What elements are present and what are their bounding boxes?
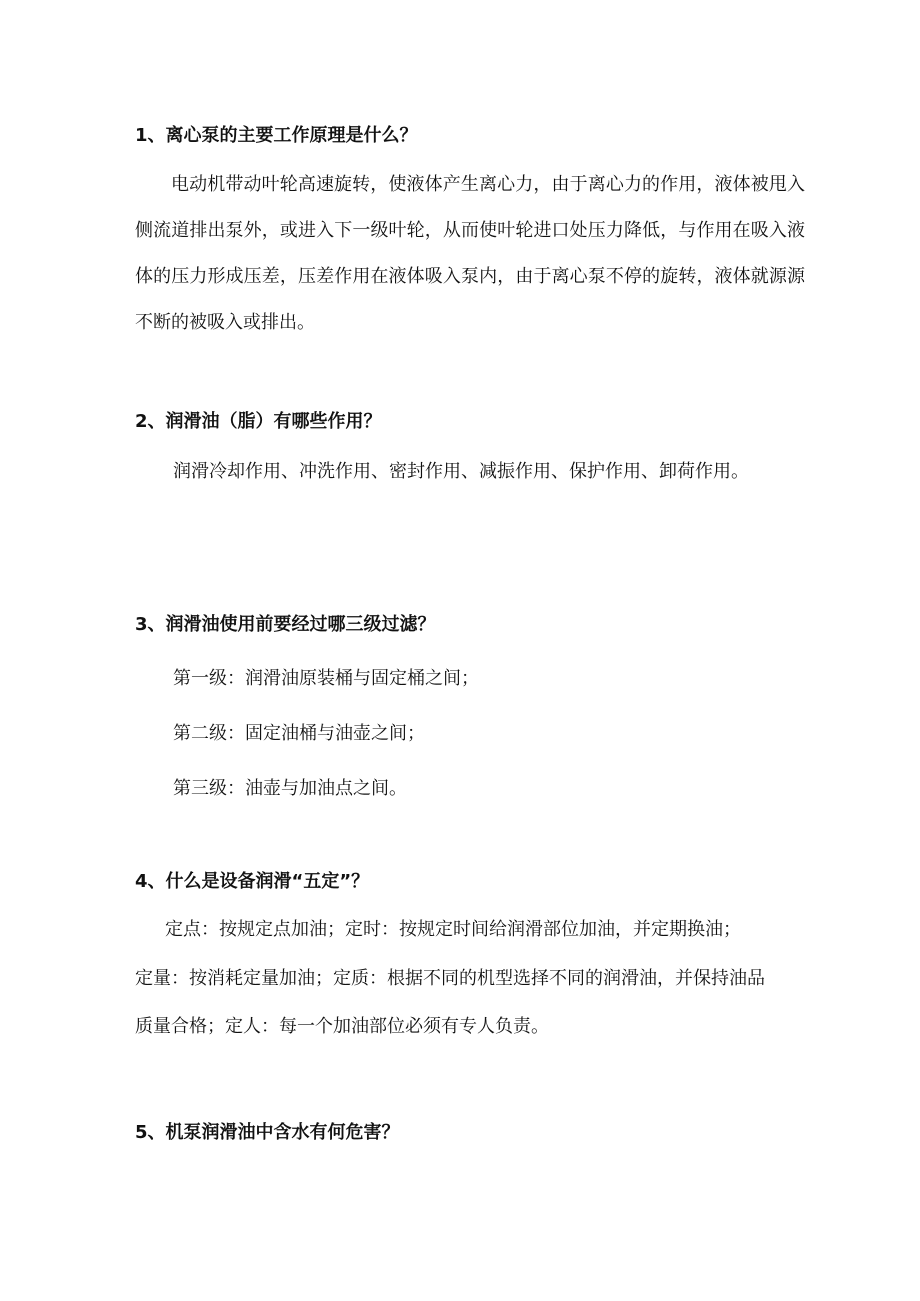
question-4-answer-line-2: 定量：按消耗定量加油；定质：根据不同的机型选择不同的润滑油，并保持油品 bbox=[135, 968, 765, 989]
filter-stage-2: 第二级：固定油桶与油壶之间； bbox=[173, 723, 425, 744]
question-4-answer-line-3: 质量合格；定人：每一个加油部位必须有专人负责。 bbox=[135, 1016, 549, 1037]
filter-stage-3: 第三级：油壶与加油点之间。 bbox=[173, 778, 407, 799]
question-5-title: 5、机泵润滑油中含水有何危害？ bbox=[135, 1122, 400, 1143]
question-2-answer: 润滑冷却作用、冲洗作用、密封作用、减振作用、保护作用、卸荷作用。 bbox=[173, 461, 749, 482]
question-1-title: 1、离心泵的主要工作原理是什么？ bbox=[135, 125, 418, 146]
question-4-title: 4、什么是设备润滑“五定”？ bbox=[135, 871, 370, 892]
question-2-title: 2、润滑油（脂）有哪些作用？ bbox=[135, 411, 382, 432]
question-1-answer: 电动机带动叶轮高速旋转，使液体产生离心力，由于离心力的作用，液体被甩入侧流道排出泵外，或进入下一级叶轮，从而使叶轮进口处压力降低，与作用在吸入液体的压力形成压差，压差作用在液体吸入泵内，由于离心泵不停的旋转，液体就源源不断的被吸入或排出。 bbox=[135, 174, 805, 333]
filter-stage-1: 第一级：润滑油原装桶与固定桶之间； bbox=[173, 668, 479, 689]
question-4-answer-line-1: 定点：按规定点加油；定时：按规定时间给润滑部位加油，并定期换油； bbox=[165, 919, 741, 940]
question-3-title: 3、润滑油使用前要经过哪三级过滤？ bbox=[135, 614, 436, 635]
